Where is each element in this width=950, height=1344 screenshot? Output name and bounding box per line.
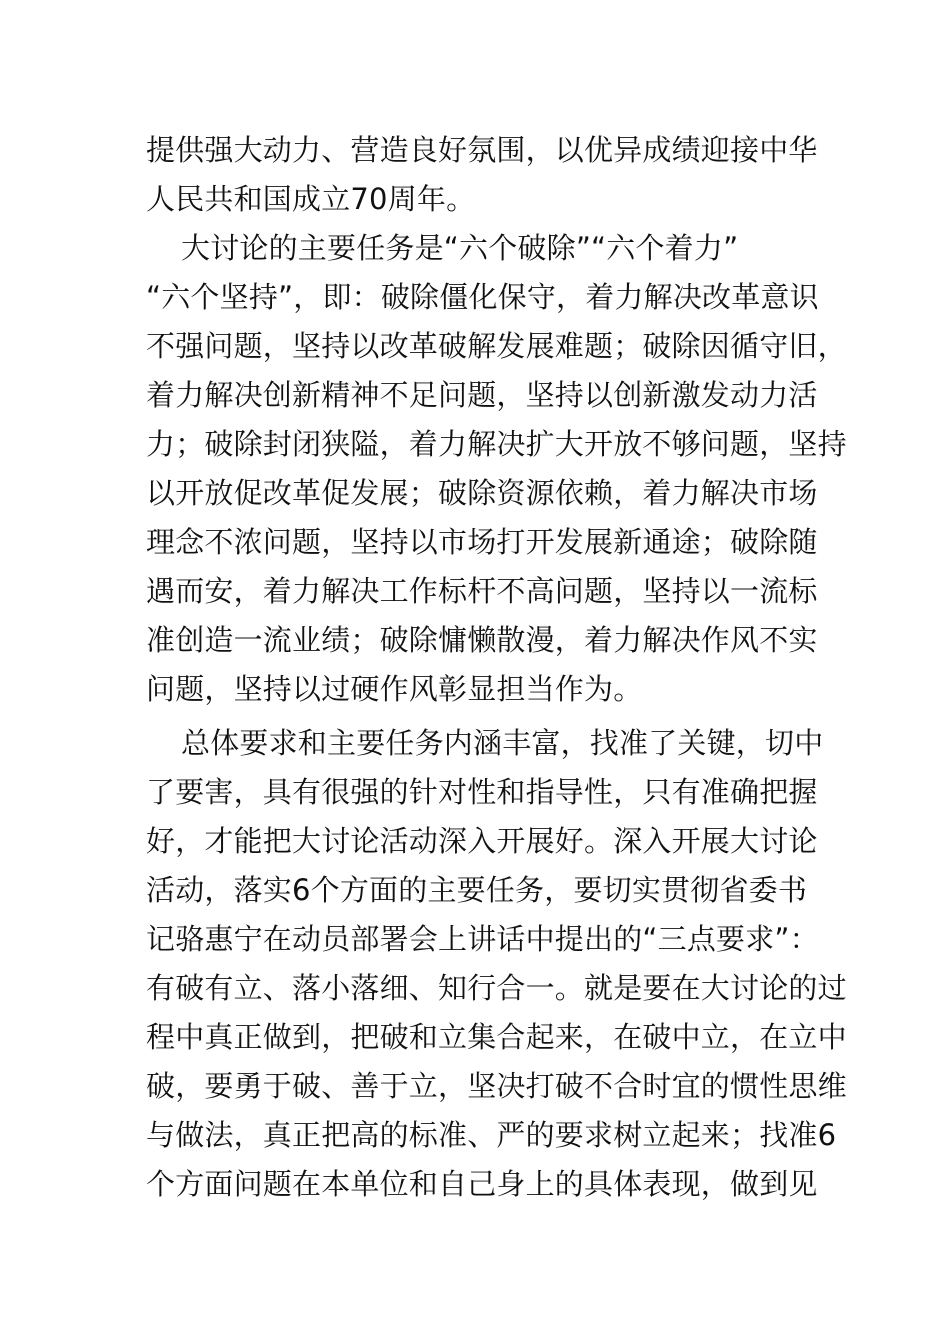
- text-line: “六个坚持”，即：破除僵化保守，着力解决改革意识: [146, 280, 819, 314]
- text-line: 不强问题，坚持以改革破解发展难题；破除因循守旧，: [146, 329, 847, 363]
- text-line: 个方面问题在本单位和自己身上的具体表现，做到见: [146, 1167, 818, 1201]
- text-line: 力；破除封闭狭隘，着力解决扩大开放不够问题，坚持: [146, 427, 847, 461]
- text-line: 活动，落实6个方面的主要任务，要切实贯彻省委书: [146, 873, 808, 907]
- text-line: 大讨论的主要任务是“六个破除”“六个着力”: [181, 231, 739, 265]
- text-line: 问题，坚持以过硬作风彰显担当作为。: [146, 672, 643, 706]
- text-line: 好，才能把大讨论活动深入开展好。深入开展大讨论: [146, 824, 818, 858]
- text-line: 了要害，具有很强的针对性和指导性，只有准确把握: [146, 775, 818, 809]
- text-line: 与做法，真正把高的标准、严的要求树立起来；找准6: [146, 1118, 837, 1152]
- text-line: 准创造一流业绩；破除慵懒散漫，着力解决作风不实: [146, 623, 818, 657]
- text-line: 破，要勇于破、善于立，坚决打破不合时宜的惯性思维: [146, 1069, 847, 1103]
- text-line: 遇而安，着力解决工作标杆不高问题，坚持以一流标: [146, 574, 818, 608]
- text-line: 有破有立、落小落细、知行合一。就是要在大讨论的过: [146, 971, 847, 1005]
- text-line: 人民共和国成立70周年。: [146, 182, 476, 216]
- text-line: 总体要求和主要任务内涵丰富，找准了关键，切中: [181, 726, 824, 760]
- text-line: 着力解决创新精神不足问题，坚持以创新激发动力活: [146, 378, 818, 412]
- text-line: 以开放促改革促发展；破除资源依赖，着力解决市场: [146, 476, 818, 510]
- text-line: 程中真正做到，把破和立集合起来，在破中立，在立中: [146, 1020, 847, 1054]
- text-line: 提供强大动力、营造良好氛围，以优异成绩迎接中华: [146, 133, 818, 167]
- text-line: 记骆惠宁在动员部署会上讲话中提出的“三点要求”：: [146, 922, 819, 956]
- text-line: 理念不浓问题，坚持以市场打开发展新通途；破除随: [146, 525, 818, 559]
